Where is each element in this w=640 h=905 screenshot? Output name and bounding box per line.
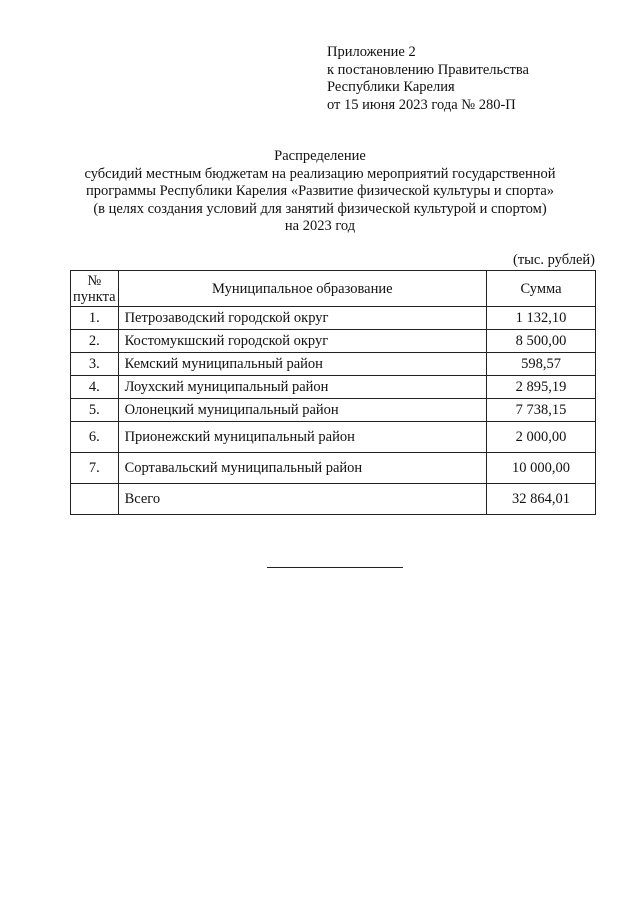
appendix-line: Республики Карелия <box>327 79 455 95</box>
row-name: Лоухский муниципальный район <box>118 376 486 399</box>
table-row <box>71 399 596 422</box>
row-name: Костомукшский городской округ <box>118 330 486 353</box>
row-sum: 7 738,15 <box>487 399 596 422</box>
total-sum: 32 864,01 <box>487 484 596 515</box>
row-sum: 598,57 <box>487 353 596 376</box>
row-sum: 2 895,19 <box>487 376 596 399</box>
row-name: Сортавальский муниципальный район <box>118 453 486 484</box>
table-row <box>71 453 596 484</box>
table-header-row <box>71 271 596 307</box>
closing-rule <box>267 567 403 568</box>
table-row <box>71 307 596 330</box>
title-line: программы Республики Карелия «Развитие физической культуры и спорта» <box>85 183 555 199</box>
row-sum: 10 000,00 <box>487 453 596 484</box>
row-sum: 1 132,10 <box>487 307 596 330</box>
table-row <box>71 422 596 453</box>
header-sum: Сумма <box>487 271 596 307</box>
row-sum: 8 500,00 <box>487 330 596 353</box>
title-line: на 2023 год <box>284 218 356 234</box>
header-num <box>71 271 119 307</box>
row-num: 2. <box>71 330 119 353</box>
appendix-line: к постановлению Правительства <box>327 61 529 78</box>
header-num-line1: № <box>87 272 102 289</box>
units-label: (тыс. рублей) <box>513 252 595 268</box>
title-line: (в целях создания условий для занятий физической культурой и спортом) <box>93 200 547 217</box>
row-name: Кемский муниципальный район <box>118 353 486 376</box>
table-total-row <box>71 484 596 515</box>
appendix-line: от 15 июня 2023 года № 280-П <box>327 96 516 113</box>
row-sum: 2 000,00 <box>487 422 596 453</box>
row-num: 6. <box>71 422 119 453</box>
table-row <box>71 330 596 353</box>
row-num: 7. <box>71 453 119 484</box>
row-name: Петрозаводский городской округ <box>118 307 486 330</box>
header-num-line2: пункта <box>73 288 116 305</box>
appendix-line: Приложение 2 <box>327 44 416 60</box>
row-num: 4. <box>71 376 119 399</box>
table-row <box>71 353 596 376</box>
total-num <box>71 484 119 515</box>
row-name: Прионежский муниципальный район <box>118 422 486 453</box>
total-label: Всего <box>118 484 486 515</box>
header-name: Муниципальное образование <box>118 271 486 307</box>
document-title <box>0 148 640 236</box>
subsidy-table <box>70 270 596 515</box>
row-num: 1. <box>71 307 119 330</box>
table-row <box>71 376 596 399</box>
row-name: Олонецкий муниципальный район <box>118 399 486 422</box>
title-line: Распределение <box>274 148 366 164</box>
appendix-header <box>327 44 529 114</box>
row-num: 5. <box>71 399 119 422</box>
row-num: 3. <box>71 353 119 376</box>
title-line: субсидий местным бюджетам на реализацию мероприятий государственной <box>84 165 556 182</box>
